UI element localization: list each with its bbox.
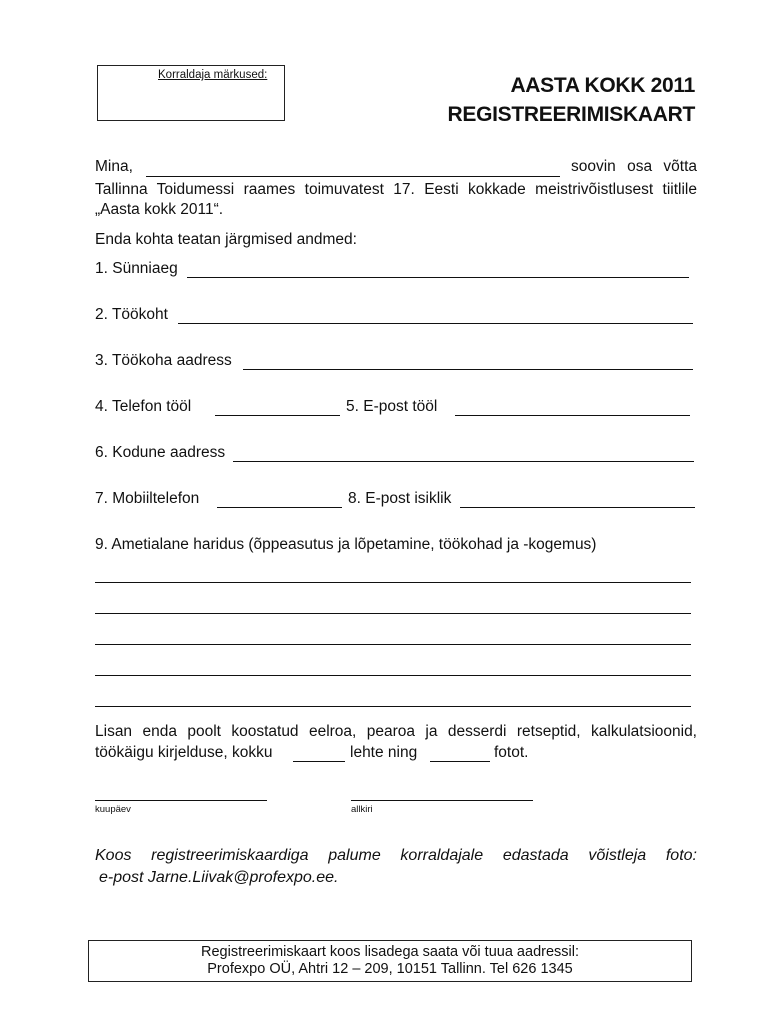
attach-line-1: Lisan enda poolt koostatud eelroa, pearoa ja desserdi retseptid, kalkulatsioonid, (95, 723, 697, 740)
birthdate-field-line[interactable] (187, 277, 689, 278)
field-label-home-address: 6. Kodune aadress (95, 444, 226, 461)
work-email-field-line[interactable] (455, 415, 690, 416)
data-intro: Enda kohta teatan järgmised andmed: (95, 231, 357, 248)
mobile-field-line[interactable] (217, 507, 342, 508)
photo-note-line-1: Koos registreerimiskaardiga palume korraldajale edastada võistleja foto: (95, 847, 697, 864)
photo-count-field-line[interactable] (430, 761, 490, 762)
education-line-5[interactable] (95, 706, 691, 707)
intro-soovin: soovin osa võtta (571, 158, 697, 175)
signature-label: allkiri (351, 804, 373, 815)
intro-line-3: „Aasta kokk 2011“. (95, 201, 224, 218)
date-signature-line[interactable] (95, 800, 267, 801)
education-line-3[interactable] (95, 644, 691, 645)
page-count-field-line[interactable] (293, 761, 345, 762)
attach-part-b: lehte ning (350, 744, 418, 761)
education-line-4[interactable] (95, 675, 691, 676)
attach-part-c: fotot. (494, 744, 529, 761)
personal-email-field-line[interactable] (460, 507, 695, 508)
work-address-field-line[interactable] (243, 369, 693, 370)
work-phone-field-line[interactable] (215, 415, 340, 416)
home-address-field-line[interactable] (233, 461, 694, 462)
field-label-personal-email: 8. E-post isiklik (348, 490, 452, 507)
footer-address-box (88, 940, 692, 982)
field-label-birthdate: 1. Sünniaeg (95, 260, 178, 277)
field-label-work-phone: 4. Telefon tööl (95, 398, 192, 415)
education-line-2[interactable] (95, 613, 691, 614)
field-label-work-address: 3. Töökoha aadress (95, 352, 232, 369)
title-line-2: REGISTREERIMISKAART (447, 103, 695, 126)
organizer-notes-label: Korraldaja märkused: (158, 69, 268, 81)
field-label-education: 9. Ametialane haridus (õppeasutus ja lõpetamine, töökohad ja -kogemus) (95, 536, 597, 553)
education-line-1[interactable] (95, 582, 691, 583)
workplace-field-line[interactable] (178, 323, 693, 324)
photo-note-line-2: e-post Jarne.Liivak@profexpo.ee. (99, 869, 339, 886)
signature-line[interactable] (351, 800, 533, 801)
attach-part-a: töökäigu kirjelduse, kokku (95, 744, 273, 761)
footer-line-2: Profexpo OÜ, Ahtri 12 – 209, 10151 Tallinn. Tel 626 1345 (207, 961, 573, 977)
field-label-work-email: 5. E-post tööl (346, 398, 438, 415)
field-label-mobile: 7. Mobiiltelefon (95, 490, 200, 507)
field-label-workplace: 2. Töökoht (95, 306, 168, 323)
date-label: kuupäev (95, 804, 131, 815)
title-line-1: AASTA KOKK 2011 (510, 74, 695, 97)
footer-line-1: Registreerimiskaart koos lisadega saata või tuua aadressil: (201, 944, 579, 960)
intro-line-2: Tallinna Toidumessi raames toimuvatest 17. Eesti kokkade meistrivõistlusest tiitlile (95, 181, 697, 198)
name-field-line[interactable] (146, 176, 560, 177)
intro-mina: Mina, (95, 158, 133, 175)
